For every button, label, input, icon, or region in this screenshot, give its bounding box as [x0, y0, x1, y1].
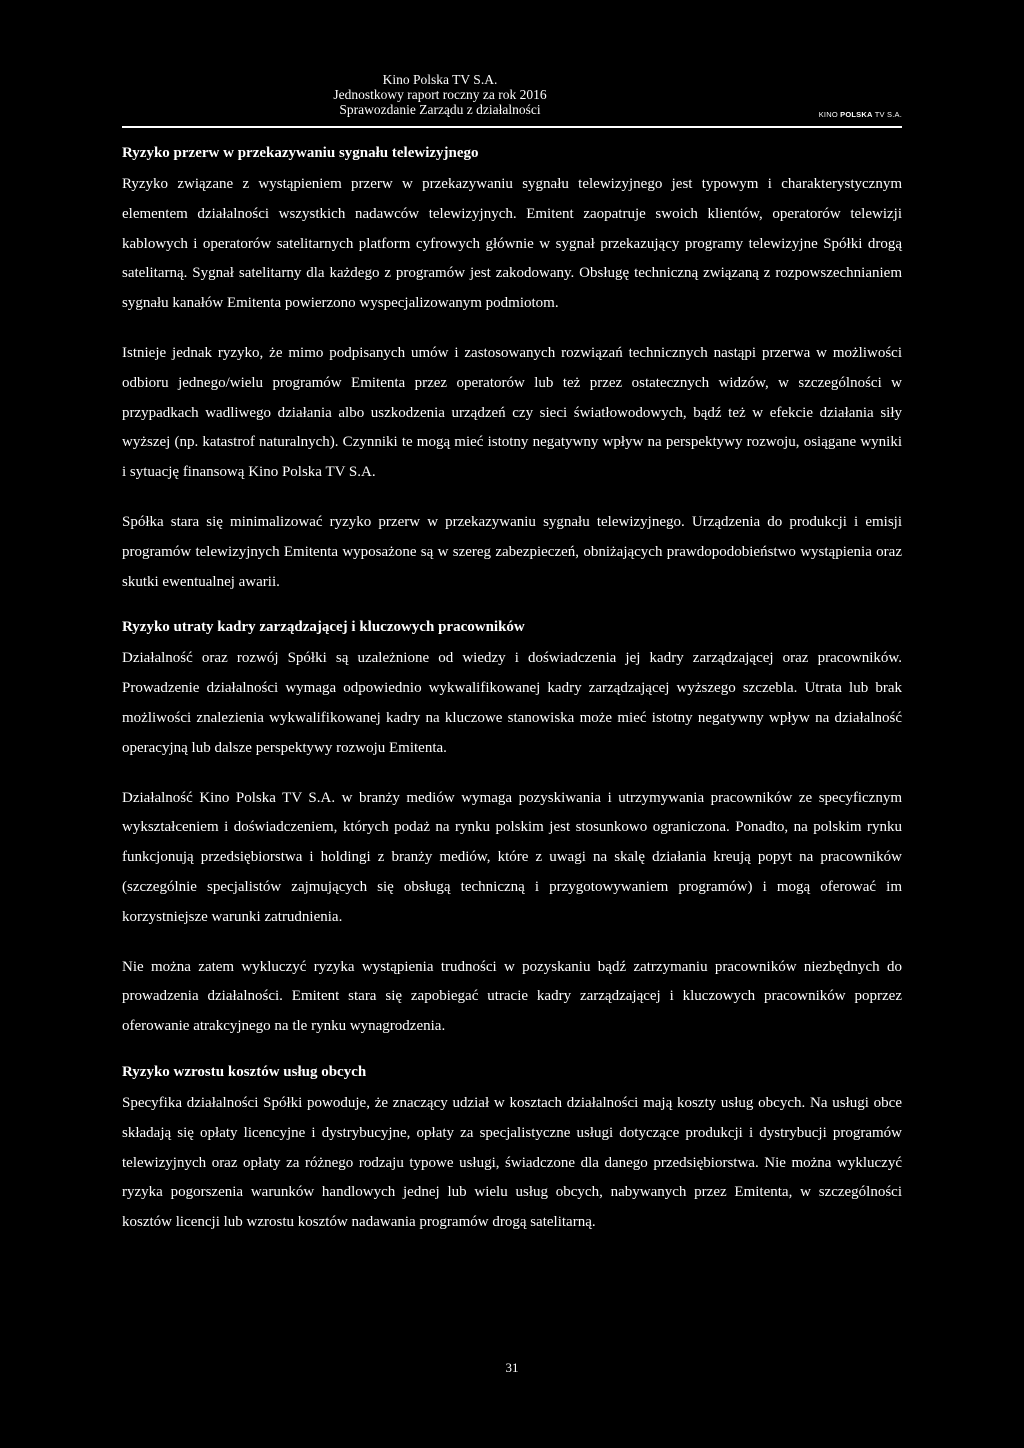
logo-prefix: KINO — [818, 110, 841, 119]
logo-bold: POLSKA — [840, 110, 873, 119]
section-heading: Ryzyko przerw w przekazywaniu sygnału telewizyjnego — [122, 145, 479, 161]
page-content — [122, 143, 902, 1238]
company-logo — [819, 110, 902, 119]
header-section: Sprawozdanie Zarządu z działalności — [339, 102, 541, 117]
paragraph: Specyfika działalności Spółki powoduje, że znaczący udział w kosztach działalności mają koszty usług obcych. Na usługi obce składają się opłaty licencyjne i dystrybucyjne, opłaty za specjalistyczne usługi dotyczące produkcji i dystrybucji programów telewizyjnych oraz opłaty za różnego rodzaju typowe usługi, świadczone dla danego przedsiębiorstwa. Nie można wykluczyć ryzyka pogorszenia warunków handlowych jednej lub wielu usług obcych, nabywanych przez Emitenta, w szczególności kosztów licencji lub wzrostu kosztów nadawania programów drogą satelitarną. — [122, 1094, 902, 1231]
logo-suffix: TV S.A. — [872, 110, 902, 119]
page-number: 31 — [505, 1360, 519, 1375]
section-heading: Ryzyko wzrostu kosztów usług obcych — [122, 1063, 367, 1080]
paragraph: Działalność Kino Polska TV S.A. w branży mediów wymaga pozyskiwania i utrzymywania pracowników ze specyficznym wykształceniem i doświadczeniem, których podaż na rynku polskim jest stosunkowo ograniczona. Ponadto, na polskim rynku funkcjonują przedsiębiorstwa i holdingi z branży mediów, które z uwagi na skalę działania kreują popyt na pracowników (szczególnie specjalistów zajmujących się obsługą techniczną i przygotowywaniem programów) i mogą oferować im korzystniejsze warunki zatrudnienia. — [122, 789, 902, 925]
paragraph: Nie można zatem wykluczyć ryzyka wystąpienia trudności w pozyskaniu bądź zatrzymaniu pracowników niezbędnych do prowadzenia działalności. Emitent stara się zapobiegać utracie kadry zarządzającej i kluczowych pracowników poprzez oferowanie atrakcyjnego na tle rynku wynagrodzenia. — [122, 958, 902, 1035]
paragraph: Spółka stara się minimalizować ryzyko przerw w przekazywaniu sygnału telewizyjnego. Urządzenia do produkcji i emisji programów telewizyjnych Emitenta wyposażone są w szereg zabezpieczeń, obniżających prawdopodobieństwo wystąpienia oraz skutki ewentualnej awarii. — [122, 513, 902, 590]
paragraph: Działalność oraz rozwój Spółki są uzależnione od wiedzy i doświadczenia jej kadry zarządzającej oraz pracowników. Prowadzenie działalności wymaga odpowiednio wykwalifikowanej kadry zarządzającej wyższego szczebla. Utrata lub brak możliwości znalezienia wykwalifikowanej kadry na kluczowe stanowiska może mieć istotny negatywny wpływ na działalność operacyjną lub dalsze perspektywy rozwoju Emitenta. — [122, 650, 902, 756]
header-company: Kino Polska TV S.A. — [382, 72, 498, 87]
section-heading: Ryzyko utraty kadry zarządzającej i kluczowych pracowników — [122, 619, 525, 636]
header-divider — [122, 126, 902, 128]
header-report-title: Jednostkowy raport roczny za rok 2016 — [333, 87, 547, 102]
paragraph: Ryzyko związane z wystąpieniem przerw w przekazywaniu sygnału telewizyjnego jest typowym i charakterystycznym elementem działalności wszystkich nadawców telewizyjnych. Emitent zaopatruje swoich klientów, operatorów telewizji kablowych i operatorów satelitarnych platform cyfrowych głównie w sygnał przekazujący programy telewizyjne Spółki drogą satelitarną. Sygnał satelitarny dla każdego z programów jest zakodowany. Obsługę techniczną związaną z rozpowszechnianiem sygnału kanałów Emitenta powierzono wyspecjalizowanym podmiotom. — [122, 176, 902, 312]
paragraph: Istnieje jednak ryzyko, że mimo podpisanych umów i zastosowanych rozwiązań technicznych nastąpi przerwa w możliwości odbioru jednego/wielu programów Emitenta przez operatorów lub też przez ostatecznych widzów, w szczególności w przypadkach wadliwego działania albo uszkodzenia urządzeń czy sieci światłowodowych, bądź też w efekcie działania siły wyższej (np. katastrof naturalnych). Czynniki te mogą mieć istotny negatywny wpływ na perspektywy rozwoju, osiągane wyniki i sytuację finansową Kino Polska TV S.A. — [122, 344, 902, 481]
page-header — [122, 72, 902, 130]
header-text — [122, 72, 758, 117]
